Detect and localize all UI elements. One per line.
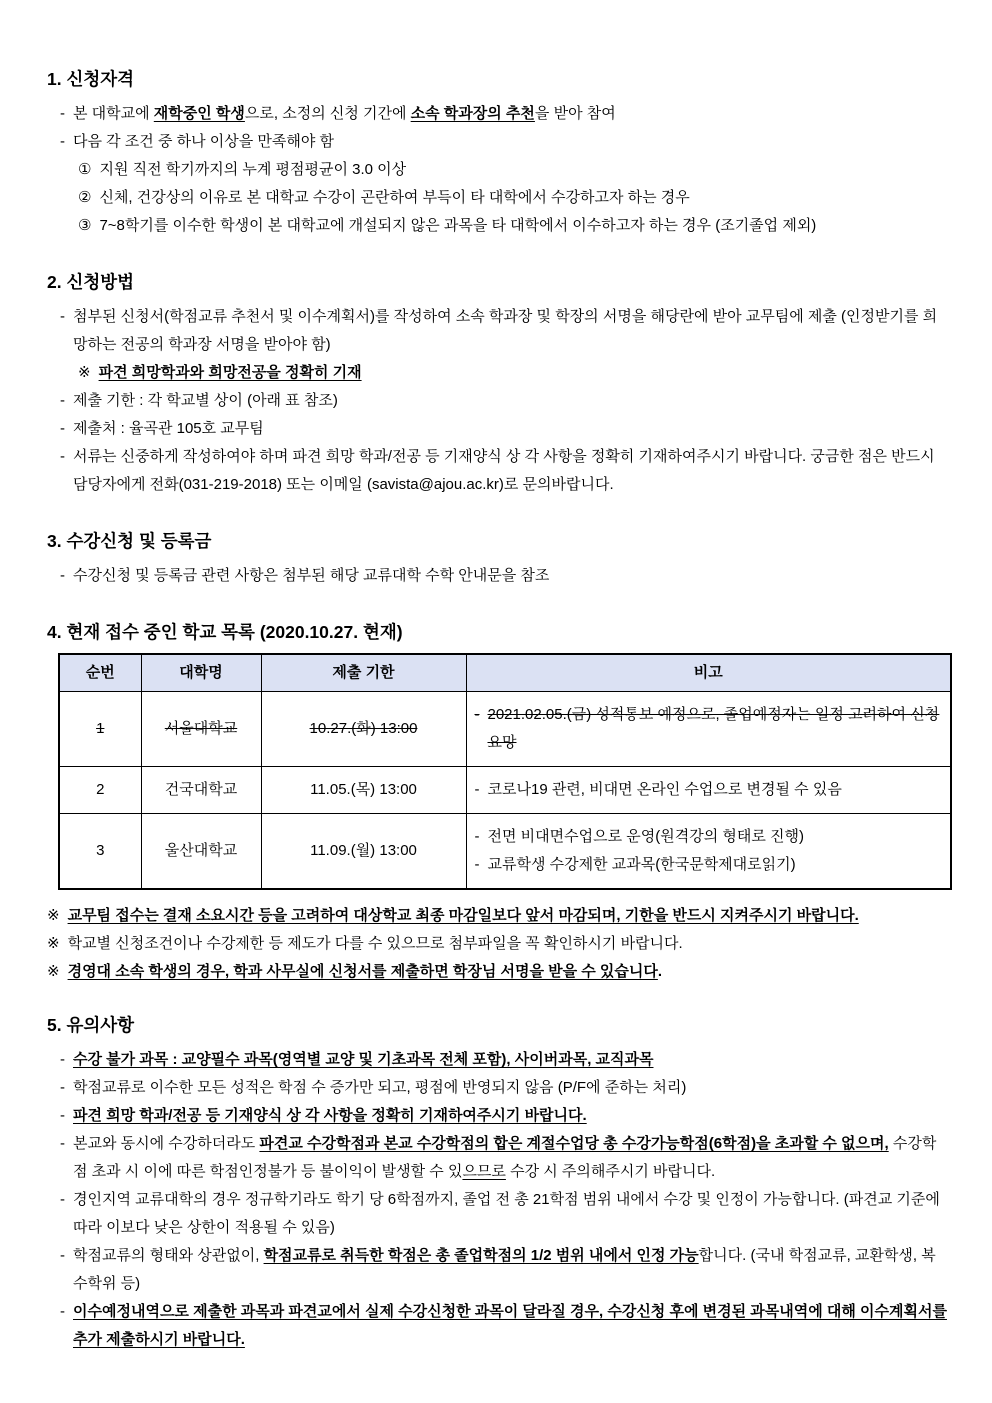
list-item <box>47 212 950 240</box>
section-how-to-apply-heading: 2. 신청방법 <box>47 272 135 292</box>
text-run: 재학중인 학생 <box>153 105 245 122</box>
text-run: 파견교 수강학점과 본교 수강학점의 합은 계절수업당 총 수강가능학점(6학점)을 초과할 수 없으며, <box>259 1135 889 1152</box>
item-text <box>99 184 950 212</box>
item-text <box>73 1186 950 1242</box>
list-item <box>47 359 950 387</box>
item-marker: - <box>60 133 65 150</box>
item-text <box>73 562 950 590</box>
item-text <box>68 930 950 958</box>
list-item <box>47 128 950 156</box>
cell-number: 3 <box>59 814 141 890</box>
table-row <box>59 692 951 767</box>
schools-table-header-row <box>59 654 951 692</box>
text-run: 서류는 신중하게 작성하여야 하며 파견 희망 학과/전공 등 기재양식 상 각 사항을 정확히 기재하여주시기 바랍니다. 궁금한 점은 반드시 담당자에게 전화(031-219-2018) 또는 이메일 (savista@ajou.ac.kr)로 문의바랍니다. <box>73 448 935 493</box>
list-item <box>47 1242 950 1298</box>
remark-text: 전면 비대면수업으로 운영(원격강의 형태로 진행) <box>487 828 804 845</box>
text-run: 파견 희망 학과/전공 등 기재양식 상 각 사항을 정확히 기재하여주시기 바랍니다. <box>73 1107 587 1124</box>
item-marker: - <box>60 567 65 584</box>
item-marker: - <box>60 392 65 409</box>
item-text <box>73 303 950 359</box>
section-how-to-apply-items <box>47 303 950 499</box>
text-run: 경영대 소속 학생의 경우, 학과 사무실에 신청서를 제출하면 학장님 서명을 받을 수 있습니다 <box>67 963 658 980</box>
cell-deadline: 11.05.(목) 13:00 <box>261 767 466 814</box>
text-run: 수강신청 및 등록금 관련 사항은 첨부된 해당 교류대학 수학 안내문을 참조 <box>73 567 550 584</box>
remark-dash: - <box>474 706 480 723</box>
text-run: 합니다. (국내 학점교류, 교환학생, 복수학위 등) <box>73 1247 936 1292</box>
item-marker: - <box>60 448 65 465</box>
item-text <box>73 387 950 415</box>
table-header-cell: 제출 기한 <box>261 654 466 692</box>
item-text <box>73 128 950 156</box>
item-marker: - <box>60 1079 65 1096</box>
cell-remarks <box>466 767 951 814</box>
text-run: 첨부된 신청서(학점교류 추천서 및 이수계획서)를 작성하여 소속 학과장 및 학장의 서명을 해당란에 받아 교무팀에 제출 (인정받기를 희망하는 전공의 학과장 서명을 받아야 함) <box>73 308 938 353</box>
list-item <box>47 1186 950 1242</box>
section-school-list-heading: 4. 현재 접수 중인 학교 목록 (2020.10.27. 현재) <box>47 622 403 642</box>
table-row <box>59 814 951 890</box>
section-how-to-apply <box>47 267 950 499</box>
text-run: 제출 기한 : 각 학교별 상이 (아래 표 참조) <box>73 392 338 409</box>
text-run: 교무팀 접수는 결재 소요시간 등을 고려하여 대상학교 최종 마감일보다 앞서 마감되며, 기한을 반드시 지켜주시기 바랍니다. <box>67 907 859 924</box>
list-item <box>47 415 950 443</box>
list-item <box>47 958 950 986</box>
section-eligibility-items <box>47 100 950 240</box>
cell-number: 2 <box>59 767 141 814</box>
text-run: 제출처 : 율곡관 105호 교무팀 <box>73 420 264 437</box>
cell-remarks <box>466 692 951 767</box>
item-text <box>73 100 950 128</box>
text-run: 경인지역 교류대학의 경우 정규학기라도 학기 당 6학점까지, 졸업 전 총 21학점 범위 내에서 수강 및 인정이 가능합니다. (파견교 기준에 따라 이보다 낮은 상한이 적용될 수 있음) <box>73 1191 940 1236</box>
section-precautions <box>47 1010 950 1354</box>
item-text <box>73 443 950 499</box>
item-marker: - <box>60 1247 65 1264</box>
list-item <box>47 930 950 958</box>
list-item <box>47 1074 950 1102</box>
item-marker: ③ <box>78 217 92 234</box>
item-marker: - <box>60 420 65 437</box>
item-marker: - <box>60 1107 65 1124</box>
list-item <box>47 562 950 590</box>
table-header-cell: 비고 <box>466 654 951 692</box>
text-run: 학점교류의 형태와 상관없이, <box>73 1247 264 1264</box>
list-item <box>47 443 950 499</box>
item-marker: ① <box>78 161 92 178</box>
text-run: 을 받아 참여 <box>534 105 616 122</box>
item-text <box>73 1102 950 1130</box>
list-item <box>47 100 950 128</box>
cell-university: 건국대학교 <box>141 767 261 814</box>
remark-line <box>475 776 943 804</box>
text-run: 학점교류로 취득한 학점은 총 졸업학점의 1/2 범위 내에서 인정 가능 <box>263 1247 699 1264</box>
schools-table-body <box>59 692 951 890</box>
list-item <box>47 902 950 930</box>
list-item <box>47 1130 950 1186</box>
remark-text: 교류학생 수강제한 교과목(한국문학제대로읽기) <box>487 856 796 873</box>
item-marker: - <box>60 1303 65 1320</box>
text-run: 으로, 소정의 신청 기간에 <box>244 105 411 122</box>
text-run: 신체, 건강상의 이유로 본 대학교 수강이 곤란하여 부득이 타 대학에서 수강하고자 하는 경우 <box>99 189 690 206</box>
text-run: 학점교류로 이수한 모든 성적은 학점 수 증가만 되고, 평점에 반영되지 않음 (P/F에 준하는 처리) <box>73 1079 687 1096</box>
item-marker: - <box>60 308 65 325</box>
item-marker: ※ <box>47 907 60 924</box>
table-header-cell: 순번 <box>59 654 141 692</box>
remark-dash: - <box>474 781 480 798</box>
section-school-list <box>47 617 950 986</box>
list-item <box>47 303 950 359</box>
text-run: 소속 학과장의 추천 <box>410 105 535 122</box>
list-item <box>47 1102 950 1130</box>
table-header-cell: 대학명 <box>141 654 261 692</box>
list-item <box>47 1046 950 1074</box>
item-text <box>73 1046 950 1074</box>
item-marker: - <box>60 1051 65 1068</box>
text-run: 본 대학교에 <box>73 105 154 122</box>
remark-line <box>475 851 943 879</box>
remark-dash: - <box>474 828 480 845</box>
item-text <box>68 958 950 986</box>
item-marker: ② <box>78 189 92 206</box>
remark-text: 2021.02.05.(금) 성적통보 예정으로, 졸업예정자는 일정 고려하여 신청 요망 <box>487 706 940 751</box>
section-registration-tuition <box>47 526 950 590</box>
section-precautions-items <box>47 1046 950 1354</box>
text-run: 본교와 동시에 수강하더라도 <box>73 1135 260 1152</box>
cell-remarks <box>466 814 951 890</box>
item-text <box>99 212 950 240</box>
section-eligibility <box>47 64 950 240</box>
section-registration-tuition-items <box>47 562 950 590</box>
list-item <box>47 387 950 415</box>
remark-line <box>475 823 943 851</box>
item-text <box>73 1130 950 1186</box>
section-registration-tuition-heading: 3. 수강신청 및 등록금 <box>47 531 212 551</box>
remark-line <box>475 701 943 757</box>
section-eligibility-heading: 1. 신청자격 <box>47 69 135 89</box>
item-text <box>73 1242 950 1298</box>
text-run: 으므로 <box>462 1163 506 1180</box>
item-marker: - <box>60 105 65 122</box>
item-text <box>68 902 950 930</box>
item-text <box>73 415 950 443</box>
cell-university: 울산대학교 <box>141 814 261 890</box>
list-item <box>47 184 950 212</box>
text-run: 7~8학기를 이수한 학생이 본 대학교에 개설되지 않은 과목을 타 대학에서 이수하고자 하는 경우 (조기졸업 제외) <box>99 217 817 234</box>
text-run: 수강학점 초과 시 이에 따른 학점인정불가 등 불이익이 발생할 수 있 <box>73 1135 937 1180</box>
text-run: 파견 희망학과와 희망전공을 정확히 기재 <box>98 364 362 381</box>
cell-deadline: 10.27.(화) 13:00 <box>261 692 466 767</box>
schools-table <box>58 653 952 890</box>
item-marker: - <box>60 1191 65 1208</box>
school-list-notes <box>47 902 950 986</box>
text-run: 이수예정내역으로 제출한 과목과 파견교에서 실제 수강신청한 과목이 달라질 경우, 수강신청 후에 변경된 과목내역에 대해 이수계획서를 추가 제출하시기 바랍니다. <box>73 1303 947 1348</box>
item-text <box>73 1074 950 1102</box>
text-run: 지원 직전 학기까지의 누계 평점평균이 3.0 이상 <box>99 161 407 178</box>
text-run: 학교별 신청조건이나 수강제한 등 제도가 다를 수 있으므로 첨부파일을 꼭 확인하시기 바랍니다. <box>67 935 683 952</box>
item-text <box>99 156 950 184</box>
item-marker: ※ <box>47 963 60 980</box>
text-run: 수강 불가 과목 : 교양필수 과목(영역별 교양 및 기초과목 전체 포함), 사이버과목, 교직과목 <box>73 1051 654 1068</box>
item-marker: ※ <box>78 364 91 381</box>
text-run: 다음 각 조건 중 하나 이상을 만족해야 함 <box>73 133 335 150</box>
item-marker: ※ <box>47 935 60 952</box>
text-run: . <box>657 963 663 980</box>
table-row <box>59 767 951 814</box>
list-item <box>47 156 950 184</box>
item-marker: - <box>60 1135 65 1152</box>
item-text <box>99 359 950 387</box>
cell-university: 서울대학교 <box>141 692 261 767</box>
cell-number: 1 <box>59 692 141 767</box>
cell-deadline: 11.09.(월) 13:00 <box>261 814 466 890</box>
text-run: 수강 시 주의해주시기 바랍니다. <box>505 1163 716 1180</box>
remark-text: 코로나19 관련, 비대면 온라인 수업으로 변경될 수 있음 <box>487 781 842 798</box>
remark-dash: - <box>474 856 480 873</box>
item-text <box>73 1298 950 1354</box>
section-precautions-heading: 5. 유의사항 <box>47 1015 135 1035</box>
list-item <box>47 1298 950 1354</box>
